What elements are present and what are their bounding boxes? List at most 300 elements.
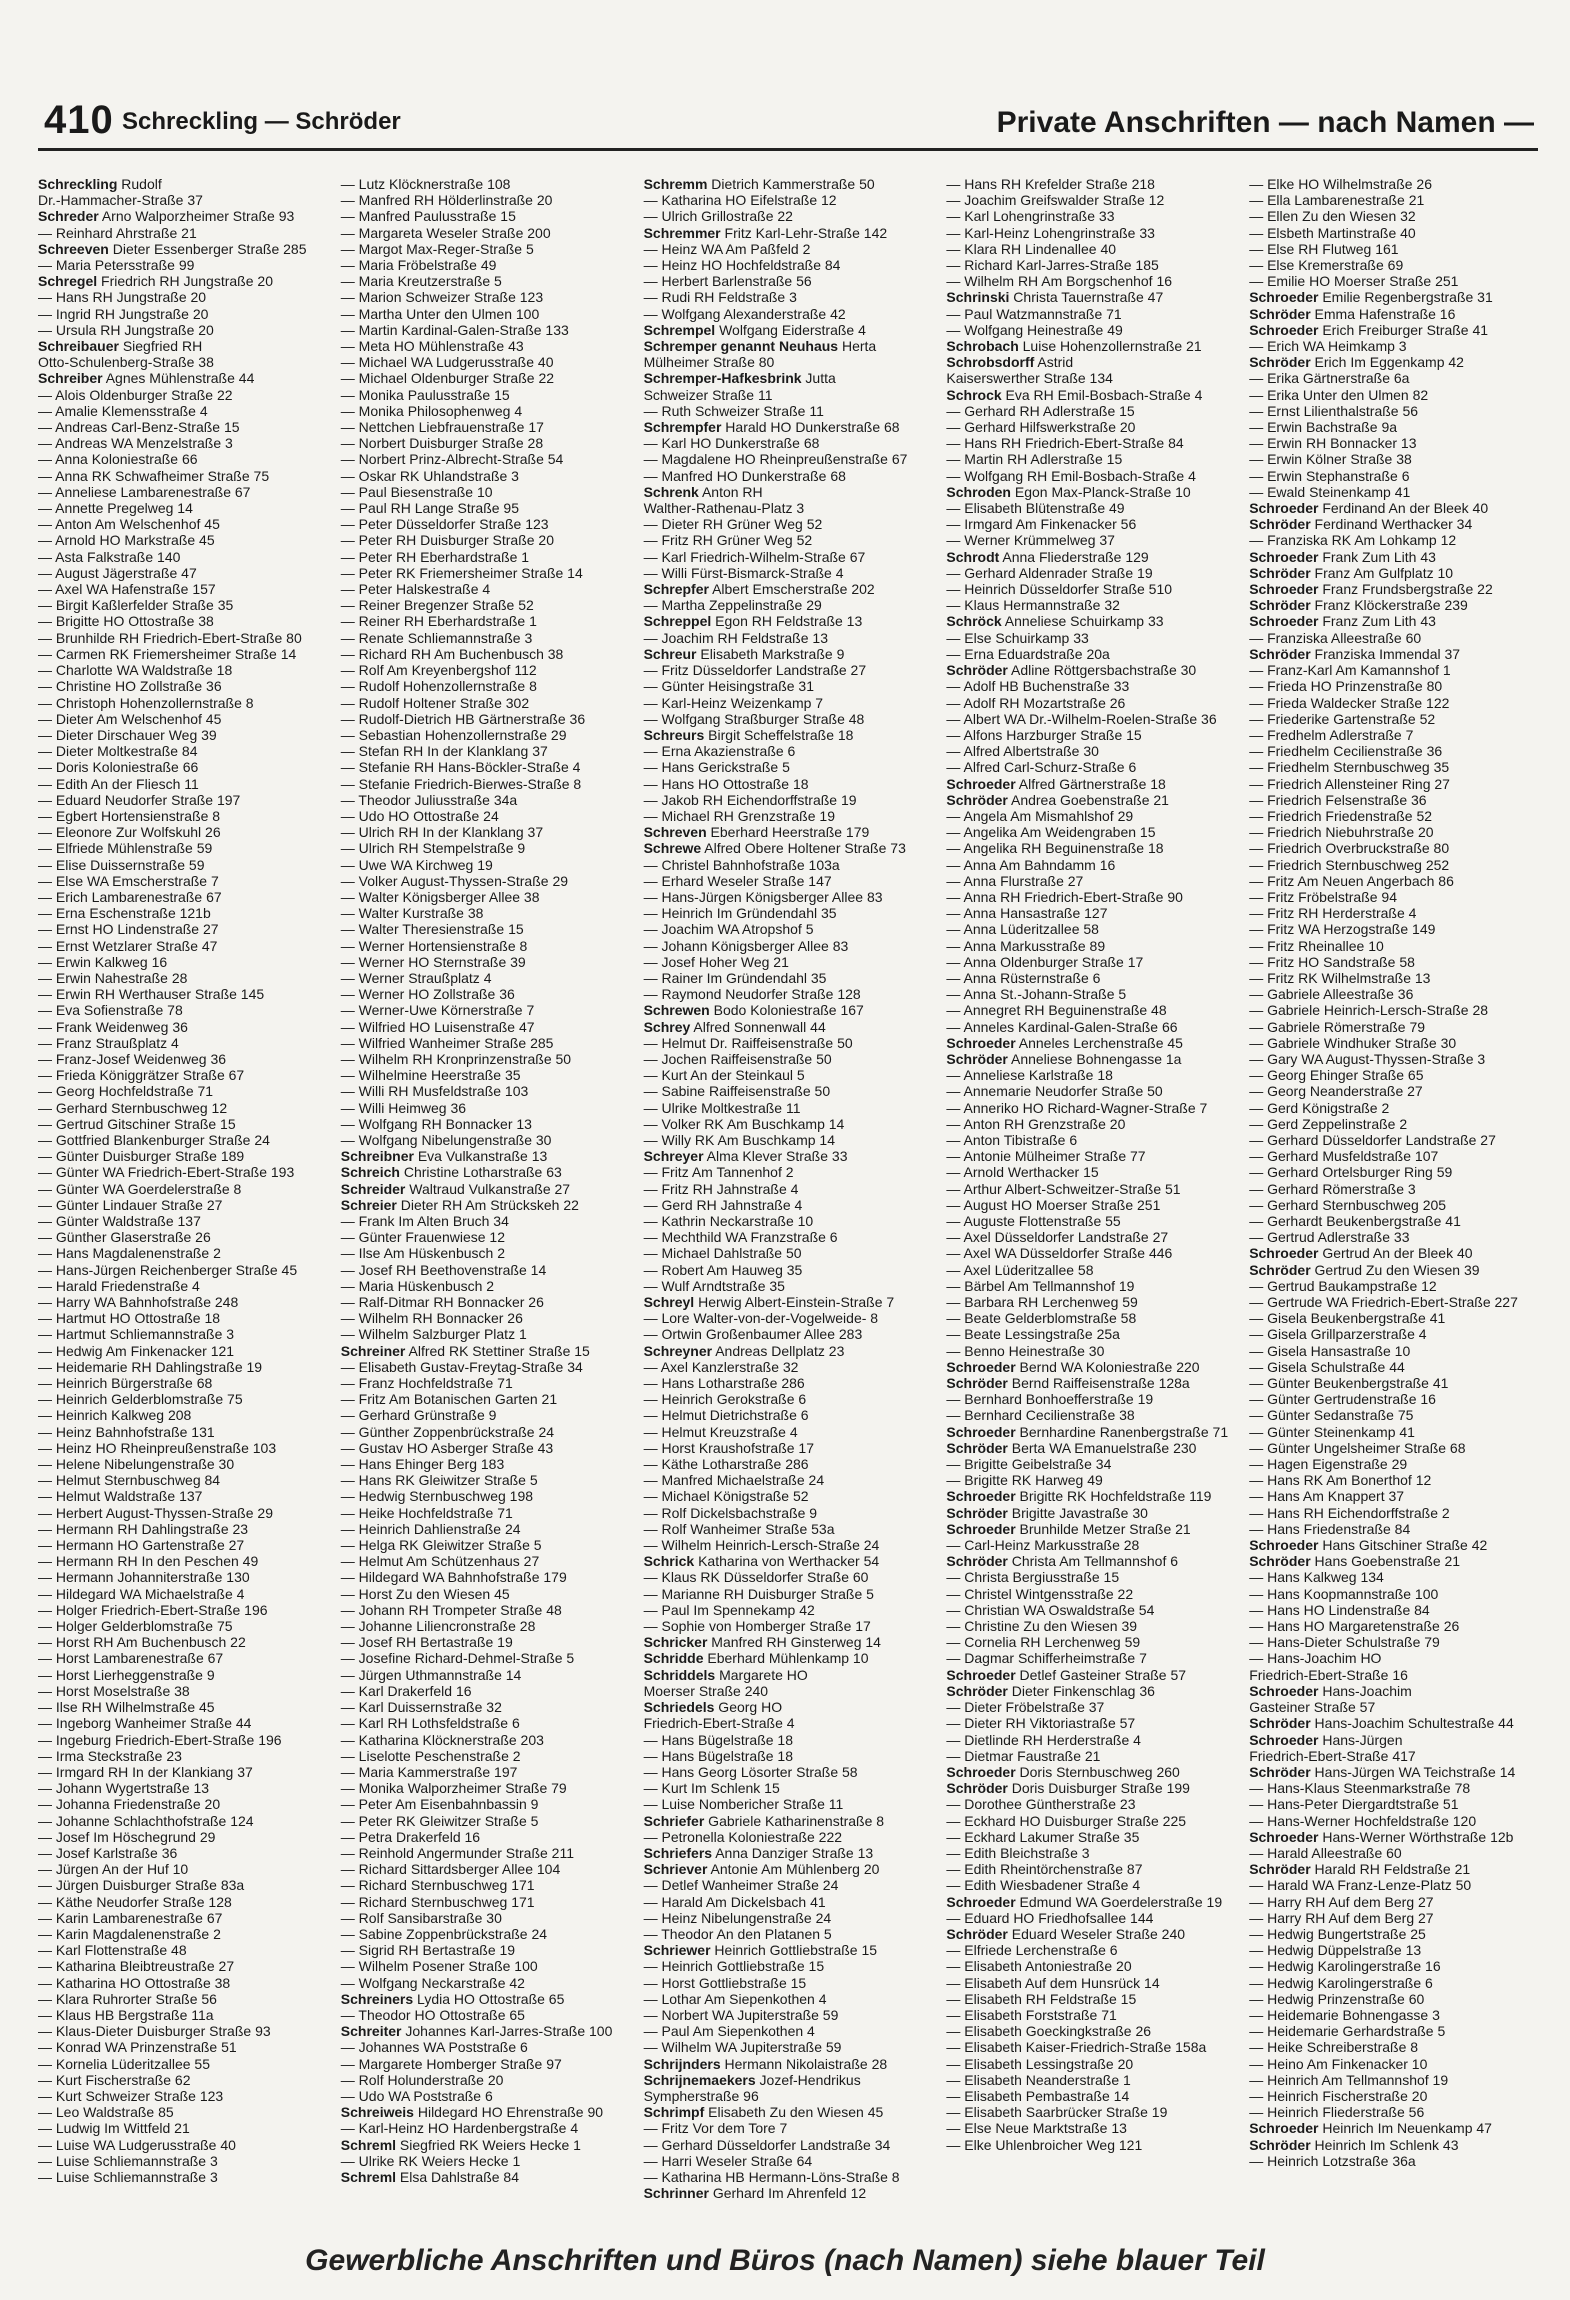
entry-text: — Detlef Wanheimer Straße 24 <box>643 1877 839 1894</box>
entry-text: Hans-Jürgen <box>1318 1731 1403 1748</box>
entry-text: — Ludwig Im Wittfeld 21 <box>38 2120 190 2137</box>
directory-entry <box>1249 1456 1538 1472</box>
entry-text: — Wolfgang RH Bonnacker 13 <box>340 1115 532 1132</box>
entry-text: — Fritz Düsseldorfer Landstraße 27 <box>643 662 867 679</box>
entry-text: — Lutz Klöcknerstraße 108 <box>340 176 511 192</box>
entry-text: — Anna Rüsternstraße 6 <box>946 969 1101 986</box>
entry-text: — Hedwig Bungertstraße 25 <box>1249 1925 1426 1942</box>
directory-entry <box>38 1699 327 1715</box>
directory-entry <box>38 1294 327 1310</box>
entry-text: — Liselotte Peschenstraße 2 <box>340 1747 521 1764</box>
directory-entry <box>38 1391 327 1407</box>
entry-text: — Ursula RH Jungstraße 20 <box>38 321 214 338</box>
entry-text: — Anneliese Lambarenestraße 67 <box>38 483 251 500</box>
surname-heading: Schrick <box>643 1553 695 1570</box>
directory-entry <box>38 954 327 970</box>
entry-text: — Hans RH Eichendorffstraße 2 <box>1249 1504 1450 1521</box>
directory-entry <box>644 1910 933 1926</box>
directory-entry <box>946 2056 1235 2072</box>
directory-entry <box>644 938 933 954</box>
directory-entry <box>341 711 630 727</box>
entry-text: — Günter WA Goerdelerstraße 8 <box>38 1180 242 1197</box>
directory-entry <box>38 1764 327 1780</box>
entry-text: — Gerhard Sternbuschweg 205 <box>1249 1196 1447 1213</box>
directory-entry <box>1249 970 1538 986</box>
directory-entry <box>341 581 630 597</box>
directory-entry <box>38 1683 327 1699</box>
entry-text: Bodo Koloniestraße 167 <box>709 1002 864 1019</box>
entry-text: — Rainer Im Gründendahl 35 <box>643 969 827 986</box>
directory-entry <box>38 354 327 370</box>
entry-text: — Ewald Steinenkamp 41 <box>1249 483 1411 500</box>
entry-text: — Irma Steckstraße 23 <box>38 1747 182 1764</box>
surname-heading: Schroeder <box>946 1034 1016 1051</box>
directory-entry <box>341 208 630 224</box>
directory-entry <box>38 1310 327 1326</box>
entry-text: Egon Max-Planck-Straße 10 <box>1010 483 1191 500</box>
entry-text: — Klaus-Dieter Duisburger Straße 93 <box>38 2023 271 2040</box>
directory-entry <box>1249 695 1538 711</box>
directory-entry <box>38 468 327 484</box>
entry-text: — Karl Friedrich-Wilhelm-Straße 67 <box>643 548 866 565</box>
entry-text: — Hans Georg Lösorter Straße 58 <box>643 1763 858 1780</box>
directory-entry <box>1249 565 1538 581</box>
entry-text: — Wilhelm RH Bonnacker 26 <box>340 1310 523 1327</box>
entry-text: Brunhilde Metzer Straße 21 <box>1015 1520 1191 1537</box>
directory-entry <box>644 743 933 759</box>
entry-text: — Else Schuirkamp 33 <box>946 629 1089 646</box>
directory-entry <box>644 1926 933 1942</box>
entry-text: — Sigrid RH Bertastraße 19 <box>340 1942 516 1959</box>
directory-entry <box>341 662 630 678</box>
directory-entry <box>644 1294 933 1310</box>
directory-entry <box>644 1796 933 1812</box>
directory-entry <box>1249 1748 1538 1764</box>
directory-entry <box>644 1375 933 1391</box>
entry-text: — Bernhard Bonhoefferstraße 19 <box>946 1391 1154 1408</box>
directory-entry <box>38 1715 327 1731</box>
entry-text: — Brunhilde RH Friedrich-Ebert-Straße 80 <box>38 629 302 646</box>
directory-entry <box>341 1521 630 1537</box>
directory-entry <box>1249 646 1538 662</box>
entry-text: — Anna St.-Johann-Straße 5 <box>946 986 1127 1003</box>
entry-text: — Hans HO Margaretenstraße 26 <box>1249 1618 1460 1635</box>
directory-entry <box>644 646 933 662</box>
directory-entry <box>946 1586 1235 1602</box>
directory-entry <box>644 1440 933 1456</box>
entry-text: — Erwin RH Werthauser Straße 145 <box>38 986 265 1003</box>
directory-entry <box>946 1067 1235 1083</box>
entry-text: — Willi Heimweg 36 <box>340 1099 467 1116</box>
entry-text: — Petra Drakerfeld 16 <box>340 1828 481 1845</box>
entry-text: Friedrich-Ebert-Straße 417 <box>1249 1747 1416 1764</box>
directory-entry <box>38 1748 327 1764</box>
entry-text: Mülheimer Straße 80 <box>643 354 775 371</box>
directory-entry <box>38 1359 327 1375</box>
directory-entry <box>1249 1326 1538 1342</box>
directory-entry <box>644 630 933 646</box>
entry-text: — Helmut Dr. Raiffeisenstraße 50 <box>643 1034 853 1051</box>
directory-entry <box>946 532 1235 548</box>
directory-entry <box>341 1667 630 1683</box>
surname-heading: Schrijnemaekers <box>643 2071 756 2088</box>
entry-text: — Anneriko HO Richard-Wagner-Straße 7 <box>946 1099 1208 1116</box>
directory-entry <box>341 1683 630 1699</box>
directory-entry <box>644 1699 933 1715</box>
directory-entry <box>38 1650 327 1666</box>
directory-entry <box>1249 792 1538 808</box>
directory-entry <box>1249 1732 1538 1748</box>
directory-entry <box>644 1942 933 1958</box>
directory-entry <box>1249 1910 1538 1926</box>
entry-text: — Heidemarie RH Dahlingstraße 19 <box>38 1358 263 1375</box>
entry-text: — Margot Max-Reger-Straße 5 <box>340 240 534 257</box>
directory-entry <box>38 1375 327 1391</box>
directory-entry <box>946 597 1235 613</box>
entry-text: — Wilhelmine Heerstraße 35 <box>340 1067 521 1084</box>
entry-text: — Hermann HO Gartenstraße 27 <box>38 1537 245 1554</box>
directory-entry <box>946 322 1235 338</box>
directory-entry <box>341 1537 630 1553</box>
entry-text: — Gerhard Musfeldstraße 107 <box>1249 1148 1439 1165</box>
directory-entry <box>644 597 933 613</box>
directory-entry <box>644 419 933 435</box>
directory-entry <box>38 1537 327 1553</box>
directory-entry <box>38 192 327 208</box>
directory-entry <box>1249 824 1538 840</box>
directory-entry <box>341 192 630 208</box>
entry-text: — Rudolf Holtener Straße 302 <box>340 694 530 711</box>
entry-text: — Hans HO Lindenstraße 84 <box>1249 1601 1430 1618</box>
directory-entry <box>38 1440 327 1456</box>
entry-text: — Udo HO Ottostraße 24 <box>340 807 499 824</box>
directory-entry <box>644 1116 933 1132</box>
entry-text: — Hans RK Am Bonerthof 12 <box>1249 1472 1432 1489</box>
entry-text: Erich Im Eggenkamp 42 <box>1310 354 1464 371</box>
entry-text: — Peter RK Friemersheimer Straße 14 <box>340 564 583 581</box>
entry-text: — Stefan RH In der Klanklang 37 <box>340 743 548 760</box>
directory-entry <box>644 727 933 743</box>
directory-entry <box>341 776 630 792</box>
entry-text: — Fritz RH Herderstraße 4 <box>1249 905 1417 922</box>
entry-text: Christa Tauernstraße 47 <box>1009 289 1164 306</box>
directory-entry <box>1249 1067 1538 1083</box>
directory-entry <box>38 2153 327 2169</box>
entry-text: — Christel Wintgensstraße 22 <box>946 1585 1134 1602</box>
entry-text: — Richard Sternbuschweg 171 <box>340 1877 535 1894</box>
directory-entry <box>644 824 933 840</box>
directory-entry <box>38 1181 327 1197</box>
entry-text: — Heinrich Am Tellmannshof 19 <box>1249 2071 1449 2088</box>
directory-entry <box>644 484 933 500</box>
entry-text: — Raymond Neudorfer Straße 128 <box>643 986 861 1003</box>
entry-text: — Brigitte Geibelstraße 34 <box>946 1456 1112 1473</box>
directory-entry <box>644 1083 933 1099</box>
entry-text: — Gisela Schulstraße 44 <box>1249 1358 1405 1375</box>
directory-entry <box>341 1602 630 1618</box>
entry-text: — Jochen Raiffeisenstraße 50 <box>643 1050 832 1067</box>
directory-entry <box>946 1683 1235 1699</box>
entry-text: — Paul Im Spennekamp 42 <box>643 1601 815 1618</box>
directory-entry <box>38 727 327 743</box>
directory-entry <box>644 1132 933 1148</box>
entry-text: — Georg Hochfeldstraße 71 <box>38 1083 214 1100</box>
surname-heading: Schroeder <box>1249 1731 1319 1748</box>
entry-text: Friedrich-Ebert-Straße 4 <box>643 1715 795 1732</box>
entry-text: — Arnold Werthacker 15 <box>946 1164 1099 1181</box>
directory-entry <box>644 2185 933 2201</box>
directory-entry <box>644 613 933 629</box>
entry-text: — Katharina Bleibtreustraße 27 <box>38 1958 235 1975</box>
directory-entry <box>341 1197 630 1213</box>
entry-text: — Fritz RH Jahnstraße 4 <box>643 1180 799 1197</box>
directory-entry <box>38 1116 327 1132</box>
entry-text: — Dagmar Schifferheimstraße 7 <box>946 1650 1147 1667</box>
directory-entry <box>38 1910 327 1926</box>
directory-entry <box>341 1650 630 1666</box>
entry-text: — Walter Theresienstraße 15 <box>340 921 524 938</box>
entry-text: Gertrud Zu den Wiesen 39 <box>1310 1261 1480 1278</box>
entry-text: — Erna Eschenstraße 121b <box>38 905 211 922</box>
entry-text: — Luise Schliemannstraße 3 <box>38 2152 218 2169</box>
page-header <box>38 98 1538 142</box>
directory-entry <box>1249 1488 1538 1504</box>
directory-entry <box>341 306 630 322</box>
directory-entry <box>38 241 327 257</box>
entry-text: — Dieter Fröbelstraße 37 <box>946 1699 1105 1716</box>
entry-text: — Heino Am Finkenacker 10 <box>1249 2055 1428 2072</box>
directory-entry <box>341 1505 630 1521</box>
directory-entry <box>946 695 1235 711</box>
surname-heading: Schregel <box>38 273 98 290</box>
entry-text: — Peter RH Eberhardstraße 1 <box>340 548 530 565</box>
entry-text: — Else RH Flutweg 161 <box>1249 240 1399 257</box>
directory-entry <box>946 1229 1235 1245</box>
directory-entry <box>1249 1035 1538 1051</box>
entry-text: Berta WA Emanuelstraße 230 <box>1007 1439 1197 1456</box>
entry-text: — Harry WA Bahnhofstraße 248 <box>38 1294 239 1311</box>
directory-entry <box>644 2169 933 2185</box>
entry-text: — Heinrich Gelderblomstraße 75 <box>38 1391 243 1408</box>
entry-text: — Ilse Am Hüskenbusch 2 <box>340 1245 505 1262</box>
entry-text: Andreas Dellplatz 23 <box>712 1342 845 1359</box>
entry-text: — Kathrin Neckarstraße 10 <box>643 1213 814 1229</box>
directory-entry <box>644 1051 933 1067</box>
entry-text: — Heidemarie Gerhardstraße 5 <box>1249 2023 1446 2040</box>
directory-entry <box>341 889 630 905</box>
surname-heading: Schriddels <box>643 1666 716 1683</box>
entry-text: — Bernhard Cecilienstraße 38 <box>946 1407 1135 1424</box>
entry-text: — Manfred HO Dunkerstraße 68 <box>643 467 846 484</box>
directory-entry <box>946 403 1235 419</box>
directory-entry <box>644 273 933 289</box>
entry-text: — Rolf Sansibarstraße 30 <box>340 1909 502 1926</box>
entry-text: — Gisela Grillparzerstraße 4 <box>1249 1326 1427 1343</box>
directory-entry <box>644 225 933 241</box>
entry-text: — Manfred Paulusstraße 15 <box>340 208 516 225</box>
entry-text: — Elsbeth Martinstraße 40 <box>1249 224 1416 241</box>
entry-text: — Fritz WA Herzogstraße 149 <box>1249 921 1436 938</box>
directory-entry <box>644 2104 933 2120</box>
directory-entry <box>38 1861 327 1877</box>
entry-text: — Heinrich Fliederstraße 56 <box>1249 2104 1425 2121</box>
entry-text: — Anna Am Bahndamm 16 <box>946 856 1116 873</box>
entry-text: — Monika Paulusstraße 15 <box>340 386 510 403</box>
entry-text: Bernd WA Koloniestraße 220 <box>1015 1358 1200 1375</box>
directory-entry <box>1249 1407 1538 1423</box>
directory-entry <box>1249 889 1538 905</box>
entry-text: — Fritz Am Neuen Angerbach 86 <box>1249 872 1454 889</box>
directory-entry <box>38 208 327 224</box>
directory-entry <box>1249 2056 1538 2072</box>
entry-text: — Theodor An den Platanen 5 <box>643 1925 832 1942</box>
directory-entry <box>1249 1602 1538 1618</box>
entry-text: — Andreas Carl-Benz-Straße 15 <box>38 419 240 436</box>
directory-entry <box>1249 1181 1538 1197</box>
directory-entry <box>946 1780 1235 1796</box>
surname-heading: Schreyer <box>643 1148 704 1165</box>
entry-text: — Sabine Raiffeisenstraße 50 <box>643 1083 831 1100</box>
entry-text: — Dieter RH Grüner Weg 52 <box>643 516 823 533</box>
entry-text: Anna Danziger Straße 13 <box>712 1844 874 1861</box>
entry-text: — Harald WA Franz-Lenze-Platz 50 <box>1249 1877 1472 1894</box>
directory-entry <box>1249 192 1538 208</box>
directory-entry <box>341 419 630 435</box>
directory-entry <box>341 1764 630 1780</box>
directory-entry <box>38 2137 327 2153</box>
directory-entry <box>341 1569 630 1585</box>
entry-text: — Gustav HO Asberger Straße 43 <box>340 1439 554 1456</box>
directory-entry <box>341 1019 630 1035</box>
directory-entry <box>946 970 1235 986</box>
entry-text: — Bärbel Am Tellmannshof 19 <box>946 1277 1135 1294</box>
entry-text: — Frieda Königgrätzer Straße 67 <box>38 1067 245 1084</box>
column-1 <box>38 176 327 2185</box>
directory-entry <box>38 289 327 305</box>
directory-entry <box>38 1326 327 1342</box>
directory-entry <box>644 370 933 386</box>
surname-heading: Schriefer <box>643 1812 705 1829</box>
entry-text: Antonie Am Mühlenberg 20 <box>707 1861 880 1878</box>
entry-text: — Beate Gelderblomstraße 58 <box>946 1310 1137 1327</box>
directory-entry <box>946 1083 1235 1099</box>
surname-heading: Schröder <box>1249 2136 1311 2153</box>
entry-text: Rudolf <box>117 176 162 192</box>
entry-text: Moerser Straße 240 <box>643 1682 769 1699</box>
entry-text: — Helmut Kreuzstraße 4 <box>643 1423 798 1440</box>
directory-entry <box>946 824 1235 840</box>
directory-entry <box>946 1505 1235 1521</box>
entry-text: — Gabriele Römerstraße 79 <box>1249 1018 1426 1035</box>
entry-text: — Gerhardt Beukenbergstraße 41 <box>1249 1213 1461 1229</box>
entry-text: — Karl Flottenstraße 48 <box>38 1942 187 1959</box>
entry-text: Friedrich RH Jungstraße 20 <box>97 273 273 290</box>
directory-entry <box>946 257 1235 273</box>
directory-entry <box>341 743 630 759</box>
directory-entry <box>38 176 327 192</box>
directory-entry <box>38 1456 327 1472</box>
directory-entry <box>644 1164 933 1180</box>
directory-entry <box>946 1019 1235 1035</box>
entry-text: — Richard RH Am Buchenbusch 38 <box>340 645 564 662</box>
surname-heading: Schriefers <box>643 1844 713 1861</box>
directory-entry <box>946 873 1235 889</box>
entry-text: — Wolfgang RH Emil-Bosbach-Straße 4 <box>946 467 1196 484</box>
entry-text: — Elisabeth Neanderstraße 1 <box>946 2071 1131 2088</box>
entry-text: — Hermann Johanniterstraße 130 <box>38 1569 250 1586</box>
entry-text: — Hartmut Schliemannstraße 3 <box>38 1326 235 1343</box>
directory-entry <box>946 1456 1235 1472</box>
directory-entry <box>1249 1813 1538 1829</box>
entry-text: Alfred RK Stettiner Straße 15 <box>405 1342 590 1359</box>
directory-entry <box>1249 306 1538 322</box>
entry-text: — Johann Königsberger Allee 83 <box>643 937 849 954</box>
directory-entry <box>341 1488 630 1504</box>
entry-text: — Josefine Richard-Dehmel-Straße 5 <box>340 1650 575 1667</box>
entry-text: Luise Hohenzollernstraße 21 <box>1018 338 1202 355</box>
entry-text: — Klaus Hermannstraße 32 <box>946 597 1120 614</box>
directory-entry <box>1249 1715 1538 1731</box>
directory-entry <box>946 986 1235 1002</box>
entry-text: — Anna Hansastraße 127 <box>946 905 1108 922</box>
directory-entry <box>644 468 933 484</box>
surname-heading: Schroden <box>946 483 1011 500</box>
entry-text: — Wulf Arndtstraße 35 <box>643 1277 785 1294</box>
directory-entry <box>38 1845 327 1861</box>
entry-text: — Carmen RK Friemersheimer Straße 14 <box>38 645 297 662</box>
entry-text: — Heinz Bahnhofstraße 131 <box>38 1423 215 1440</box>
directory-entry <box>1249 1861 1538 1877</box>
entry-text: — Katharina HB Hermann-Löns-Straße 8 <box>643 2168 900 2185</box>
directory-entry <box>1249 1521 1538 1537</box>
directory-entry <box>644 1813 933 1829</box>
entry-text: — Hartmut HO Ottostraße 18 <box>38 1310 221 1327</box>
entry-text: — Richard Karl-Jarres-Straße 185 <box>946 257 1159 274</box>
entry-text: Doris Duisburger Straße 199 <box>1007 1780 1190 1797</box>
directory-entry <box>341 2088 630 2104</box>
directory-entry <box>38 1424 327 1440</box>
directory-entry <box>341 1407 630 1423</box>
surname-heading: Schrewen <box>643 1002 710 1019</box>
entry-text: — Wilhelm Salzburger Platz 1 <box>340 1326 527 1343</box>
surname-heading: Schremmer <box>643 224 721 241</box>
entry-text: — Rolf Am Kreyenbergshof 112 <box>340 662 537 679</box>
directory-entry <box>946 1035 1235 1051</box>
directory-entry <box>38 678 327 694</box>
directory-entry <box>644 1602 933 1618</box>
directory-entry <box>38 2088 327 2104</box>
entry-text: — Andreas WA Menzelstraße 3 <box>38 435 233 452</box>
entry-text: Jozef-Hendrikus <box>755 2071 861 2088</box>
entry-text: — Wolfgang Nibelungenstraße 30 <box>340 1131 552 1148</box>
directory-entry <box>38 2104 327 2120</box>
surname-heading: Schröder <box>1249 564 1311 581</box>
entry-text: Kaiserswerther Straße 134 <box>946 370 1113 387</box>
entry-text: — Frank Weidenweg 36 <box>38 1018 188 1035</box>
surname-heading: Schremper genannt Neuhaus <box>643 338 839 355</box>
directory-entry <box>38 225 327 241</box>
directory-entry <box>946 1391 1235 1407</box>
entry-text: — Elfriede Lerchenstraße 6 <box>946 1942 1118 1959</box>
directory-entry <box>1249 1002 1538 1018</box>
surname-heading: Schrempel <box>643 321 716 338</box>
entry-text: — Gisela Beukenbergstraße 41 <box>1249 1310 1446 1327</box>
directory-entry <box>38 1067 327 1083</box>
entry-text: — Herbert August-Thyssen-Straße 29 <box>38 1504 273 1521</box>
directory-entry <box>644 516 933 532</box>
entry-text: — Reiner Bregenzer Straße 52 <box>340 597 534 614</box>
surname-heading: Schreppel <box>643 613 712 630</box>
